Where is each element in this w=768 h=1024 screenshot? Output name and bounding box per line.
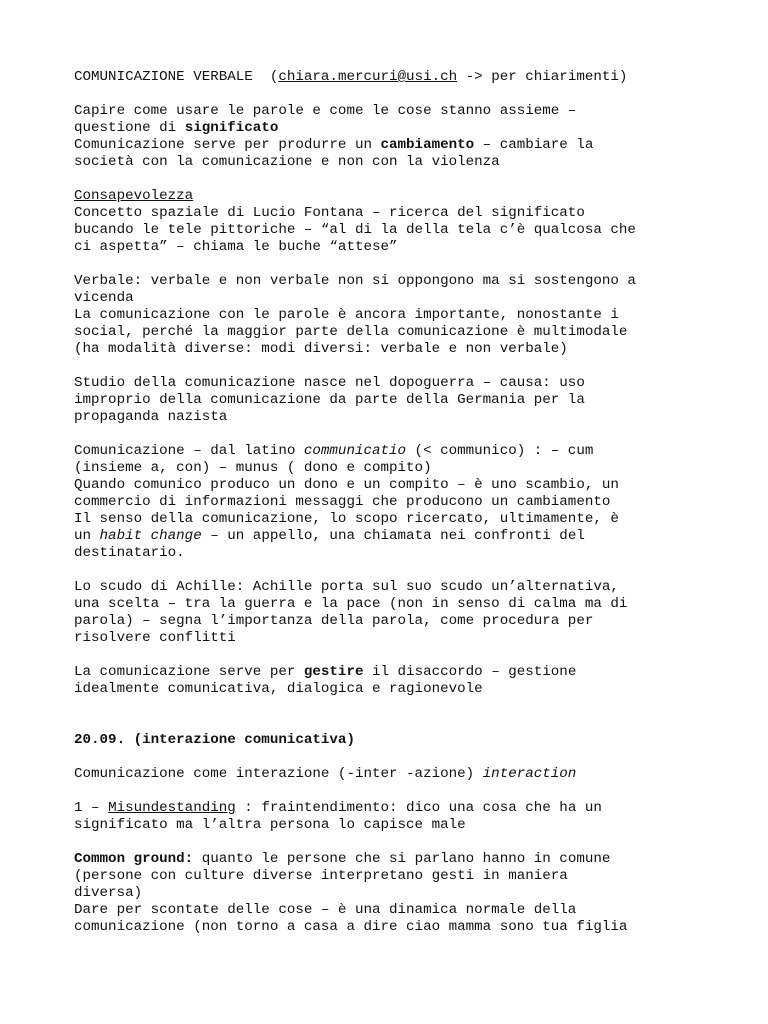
keyword-significato: significato <box>184 120 279 136</box>
studio-paragraph: Studio della comunicazione nasce nel dopoguerra – causa: uso improprio della comunicazione da parte della Germania per la propaganda nazista <box>74 375 585 425</box>
common-ground-paragraph: Common ground: quanto le persone che si parlano hanno in comune (persone con culture diverse interpretano gesti in maniera diversa) Dare per scontate delle cose – è una dinamica normale della comunicazione (non torno a casa a dire ciao mamma sono tua figlia <box>74 851 628 935</box>
keyword-cambiamento: cambiamento <box>380 137 475 153</box>
document-title-line: COMUNICAZIONE VERBALE (chiara.mercuri@usi.ch -> per chiarimenti) <box>74 69 628 85</box>
keyword-gestire: gestire <box>303 664 364 680</box>
term-communicatio: communicatio <box>303 443 407 459</box>
intro-paragraph: Capire come usare le parole e come le cose stanno assieme – questione di significato Comunicazione serve per produrre un cambiamento – cambiare la società con la comunicazione e non con la violenza <box>74 103 594 170</box>
term-interaction: interaction <box>482 766 577 782</box>
section-heading-interazione: 20.09. (interazione comunicativa) <box>74 732 355 748</box>
term-habit-change: habit change <box>99 528 202 544</box>
document-title: COMUNICAZIONE VERBALE <box>74 69 253 85</box>
term-common-ground: Common ground: <box>74 851 194 867</box>
email-link[interactable]: chiara.mercuri@usi.ch <box>278 69 458 85</box>
gestire-paragraph: La comunicazione serve per gestire il disaccordo – gestione idealmente comunicativa, dialogica e ragionevole <box>74 664 577 697</box>
achille-paragraph: Lo scudo di Achille: Achille porta sul suo scudo un’alternativa, una scelta – tra la guerra e la pace (non in senso di calma ma di parola) – segna l’importanza della parola, come procedura per risolvere conflitti <box>74 579 628 646</box>
interazione-line: Comunicazione come interazione (-inter -azione) interaction <box>74 766 577 782</box>
section-heading-consapevolezza: Consapevolezza <box>74 188 194 204</box>
etimologia-paragraph: Comunicazione – dal latino communicatio (< communico) : – cum (insieme a, con) – munus ( dono e compito) Quando comunico produco un dono e un compito – è uno scambio, un commercio di informazioni messaggi che producono un cambiamento Il senso della comunicazione, lo scopo ricercato, ultimamente, è un habit change – un appello, una chiamata nei confronti del destinatario. <box>74 443 619 561</box>
consapevolezza-paragraph: Consapevolezza Concetto spaziale di Lucio Fontana – ricerca del significato bucando le tele pittoriche – “al di la della tela c’è qualcosa che ci aspetta” – chiama le buche “attese” <box>74 188 636 255</box>
term-misundestanding: Misundestanding <box>108 800 236 816</box>
misunderstanding-paragraph: 1 – Misundestanding : fraintendimento: dico una cosa che ha un significato ma l’altra persona lo capisce male <box>74 800 602 833</box>
verbale-paragraph: Verbale: verbale e non verbale non si oppongono ma si sostengono a vicenda La comunicazione con le parole è ancora importante, nonostante i social, perché la maggior parte della comunicazione è multimodale (ha modalità diverse: modi diversi: verbale e non verbale) <box>74 273 636 357</box>
